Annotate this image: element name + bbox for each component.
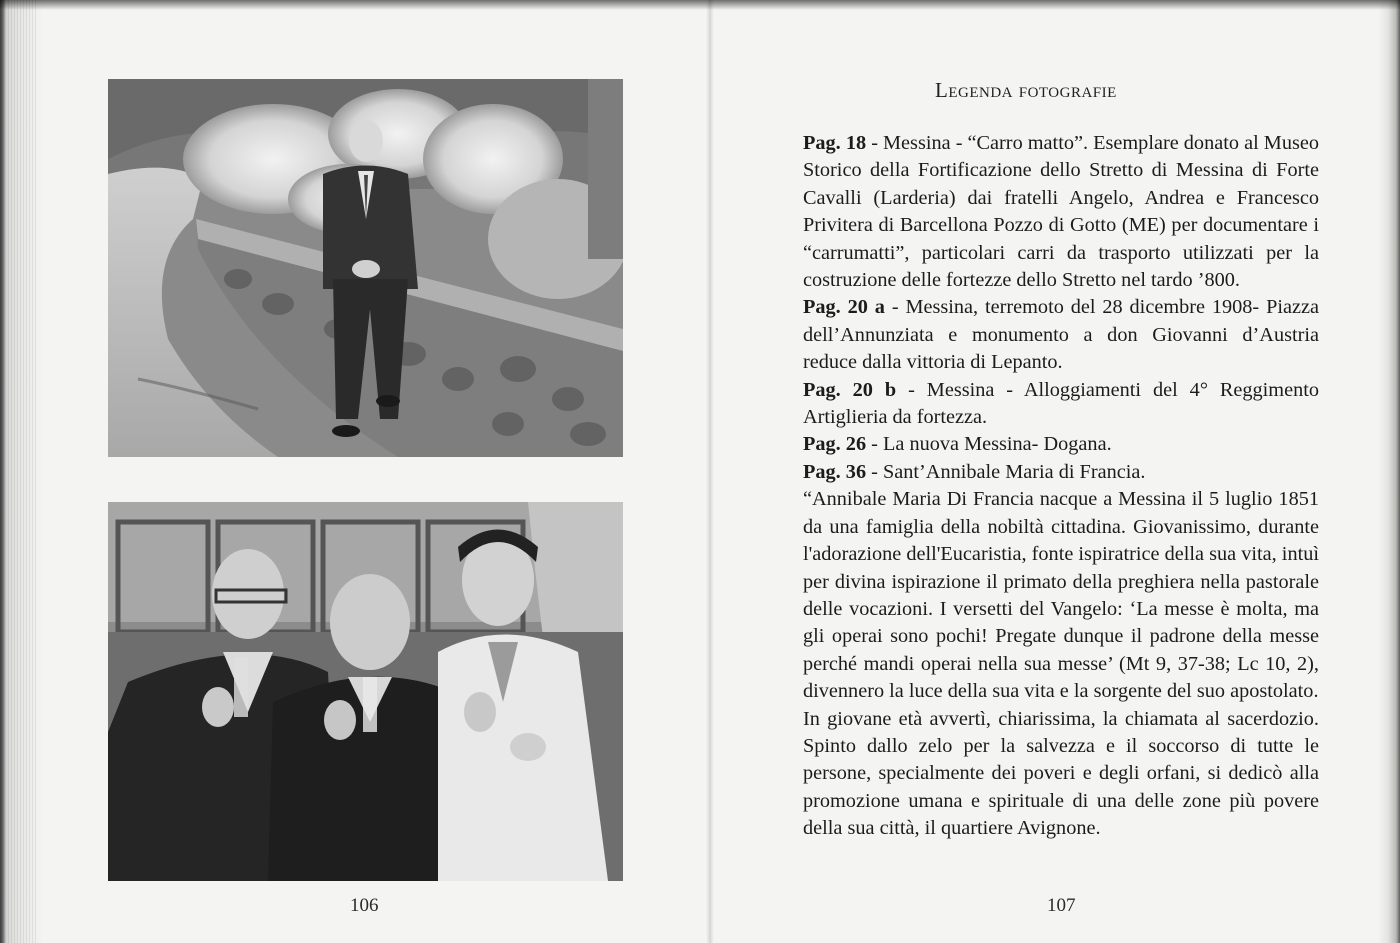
legend-desc: - Messina - Alloggiamenti del 4° Reggimento Artiglieria da fortezza. (803, 378, 1319, 429)
photo-legend-text (803, 130, 1319, 843)
legend-ref: Pag. 20 a (803, 296, 885, 319)
legend-ref: Pag. 36 (803, 460, 867, 483)
book-gutter (706, 0, 714, 943)
top-shadow (0, 0, 1400, 10)
photo-man-on-wall (108, 79, 623, 457)
page-heading: Legenda fotografie (935, 78, 1117, 102)
legend-desc: - Messina - “Carro matto”. Esemplare donato al Museo Storico della Fortificazione dello Stretto di Messina di Forte Cavalli (Larderia) dai fratelli Angelo, Andrea e Francesco Privitera di Barcellona Pozzo di Gotto (ME) per documentare i “carrumatti”, particolari carri da trasporto utilizzati per la costruzione delle fortezze dello Stretto nel tardo ’800. (803, 132, 1319, 292)
legend-entry (803, 377, 1319, 432)
legend-desc: - Sant’Annibale Maria di Francia. (866, 460, 1146, 483)
page-stack-left (0, 0, 44, 943)
legend-entry (803, 431, 1319, 458)
legend-desc: - La nuova Messina- Dogana. (866, 433, 1112, 456)
page-number-left: 106 (350, 895, 379, 916)
body-paragraph: “Annibale Maria Di Francia nacque a Messina il 5 luglio 1851 da una famiglia della nobiltà cittadina. Giovanissimo, durante l'adorazione dell'Eucaristia, fonte ispiratrice della sua vita, intuì per divina ispirazione il primato della preghiera nella pastorale delle vocazioni. I versetti del Vangelo: ‘La messe è molta, ma gli operai sono pochi! Pregate dunque il padrone della messe perché mandi operai nella sua messe’ (Mt 9, 37-38; Lc 10, 2), divennero la luce della sua vita e la sorgente del suo apostolato. (803, 488, 1319, 703)
body-paragraph: In giovane età avvertì, chiarissima, la chiamata al sacerdozio. Spinto dallo zelo per la salvezza e il soccorso di tutte le persone, specialmente dei poveri e degli orfani, si dedicò alla promozione umana e spirituale di una delle zone più povere della sua città, il quartiere Avignone. (803, 707, 1319, 840)
legend-ref: Pag. 26 (803, 433, 867, 456)
page-stack-right (1378, 0, 1400, 943)
legend-entry (803, 294, 1319, 376)
legend-entry (803, 130, 1319, 294)
legend-ref: Pag. 18 (803, 132, 867, 154)
legend-desc: - Messina, terremoto del 28 dicembre 1908- Piazza dell’Annunziata e monumento a don Giovanni d’Austria reduce dalla vittoria di Lepanto. (803, 296, 1319, 374)
legend-entry (803, 459, 1319, 486)
legend-ref: Pag. 20 b (803, 378, 897, 401)
photo-three-men-toast (108, 502, 623, 881)
page-number-right: 107 (1047, 895, 1076, 916)
